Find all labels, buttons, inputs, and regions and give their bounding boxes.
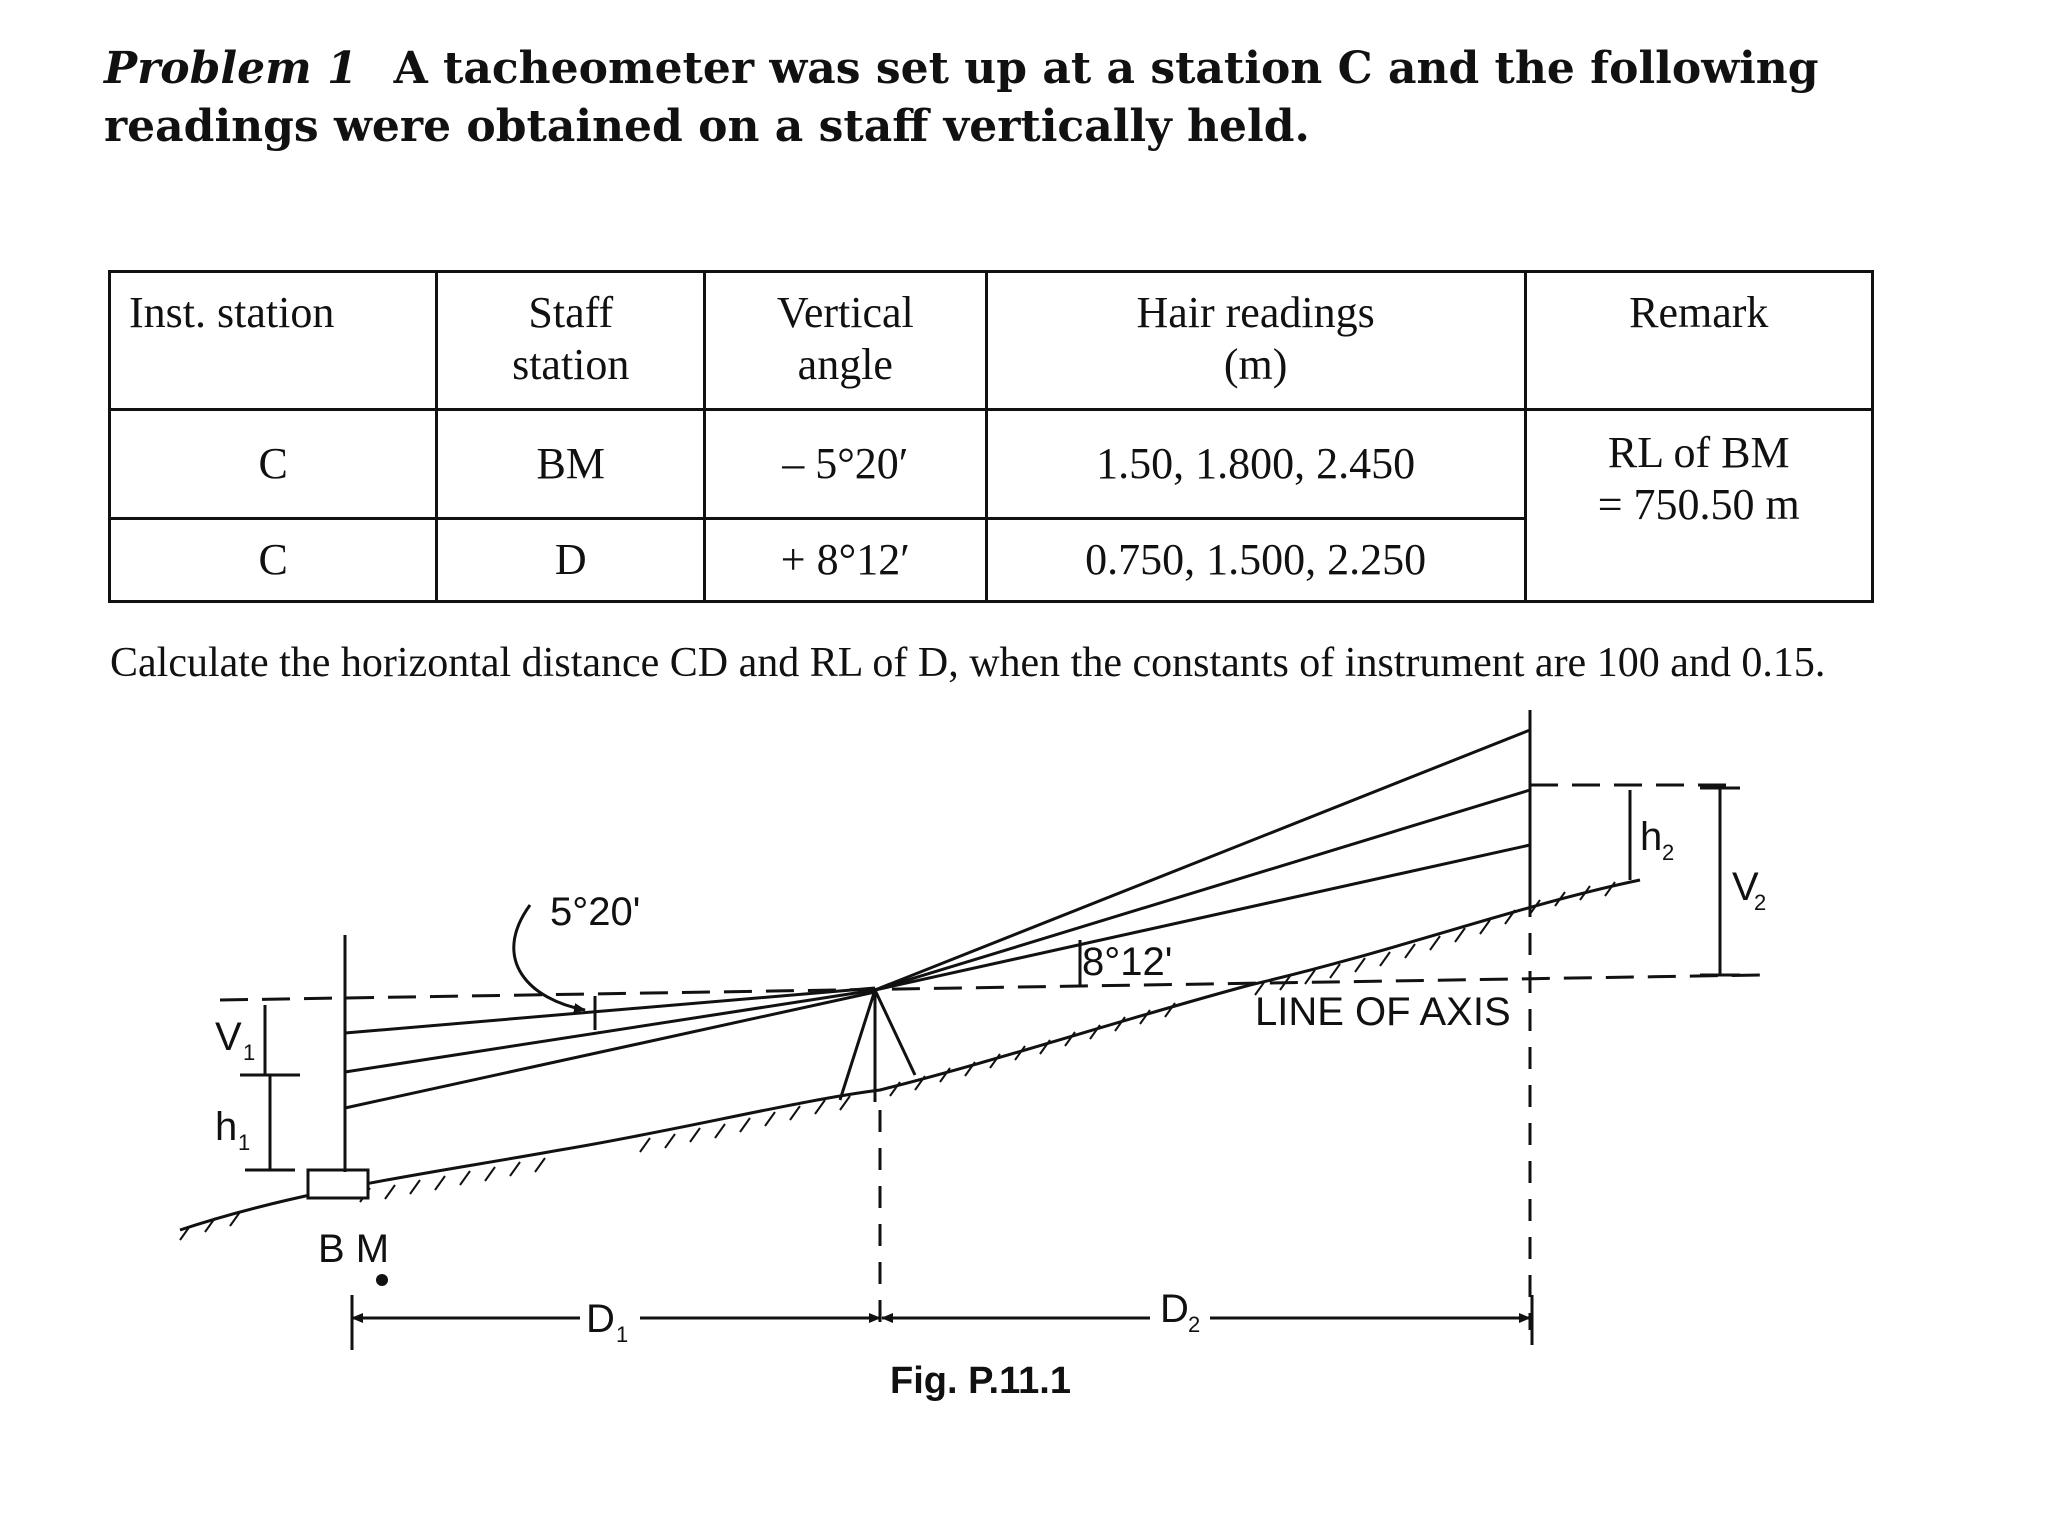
cell-remark: RL of BM = 750.50 m xyxy=(1525,410,1872,602)
header-vertical-angle: Vertical angle xyxy=(705,272,987,410)
cell-staff: BM xyxy=(437,410,705,519)
v2-label: V xyxy=(1732,865,1759,909)
figure-caption: Fig. P.11.1 xyxy=(890,1360,1071,1402)
d2-label: D xyxy=(1160,1287,1189,1331)
cell-hair: 1.50, 1.800, 2.450 xyxy=(986,410,1525,519)
v2-sub: 2 xyxy=(1754,890,1767,915)
d1-label: D xyxy=(586,1297,615,1341)
h1-sub: 1 xyxy=(238,1130,251,1155)
v1-label: V xyxy=(215,1015,242,1059)
question-text: Calculate the horizontal distance CD and RL of D, when the constants of instrument are 100 and 0.15. xyxy=(110,640,1826,686)
h2-sub: 2 xyxy=(1662,840,1675,865)
line-of-axis-label: LINE OF AXIS xyxy=(1255,990,1511,1034)
h2-label: h xyxy=(1640,815,1663,859)
h1-label: h xyxy=(215,1105,238,1149)
problem-label: Problem 1 xyxy=(104,43,358,94)
cell-inst: C xyxy=(110,410,437,519)
cell-hair: 0.750, 1.500, 2.250 xyxy=(986,519,1525,602)
bm-dot xyxy=(376,1274,388,1286)
cell-angle: + 8°12′ xyxy=(705,519,987,602)
cell-angle: – 5°20′ xyxy=(705,410,987,519)
sight-line-top-d xyxy=(875,730,1530,990)
header-inst-station: Inst. station xyxy=(110,272,437,410)
header-remark: Remark xyxy=(1525,272,1872,410)
cell-staff: D xyxy=(437,519,705,602)
bm-block xyxy=(308,1170,368,1198)
v1-sub: 1 xyxy=(243,1040,256,1065)
d2-sub: 2 xyxy=(1188,1312,1201,1337)
sight-line-mid-bm xyxy=(345,990,875,1072)
cell-inst: C xyxy=(110,519,437,602)
ground-hatching xyxy=(180,882,1615,1240)
bm-label: B M xyxy=(318,1227,390,1271)
d1-sub: 1 xyxy=(616,1322,629,1347)
angle1-label: 5°20' xyxy=(550,890,641,934)
problem-text: A tacheometer was set up at a station C and the following readings were obtained on a staff vertically held. xyxy=(104,43,1819,152)
header-hair-readings: Hair readings (m) xyxy=(986,272,1525,410)
header-staff-station: Staff station xyxy=(437,272,705,410)
sight-line-bot-d xyxy=(875,845,1530,990)
ground-line xyxy=(180,880,1640,1230)
angle2-label: 8°12' xyxy=(1082,940,1173,984)
sight-line-mid-d xyxy=(875,790,1530,990)
